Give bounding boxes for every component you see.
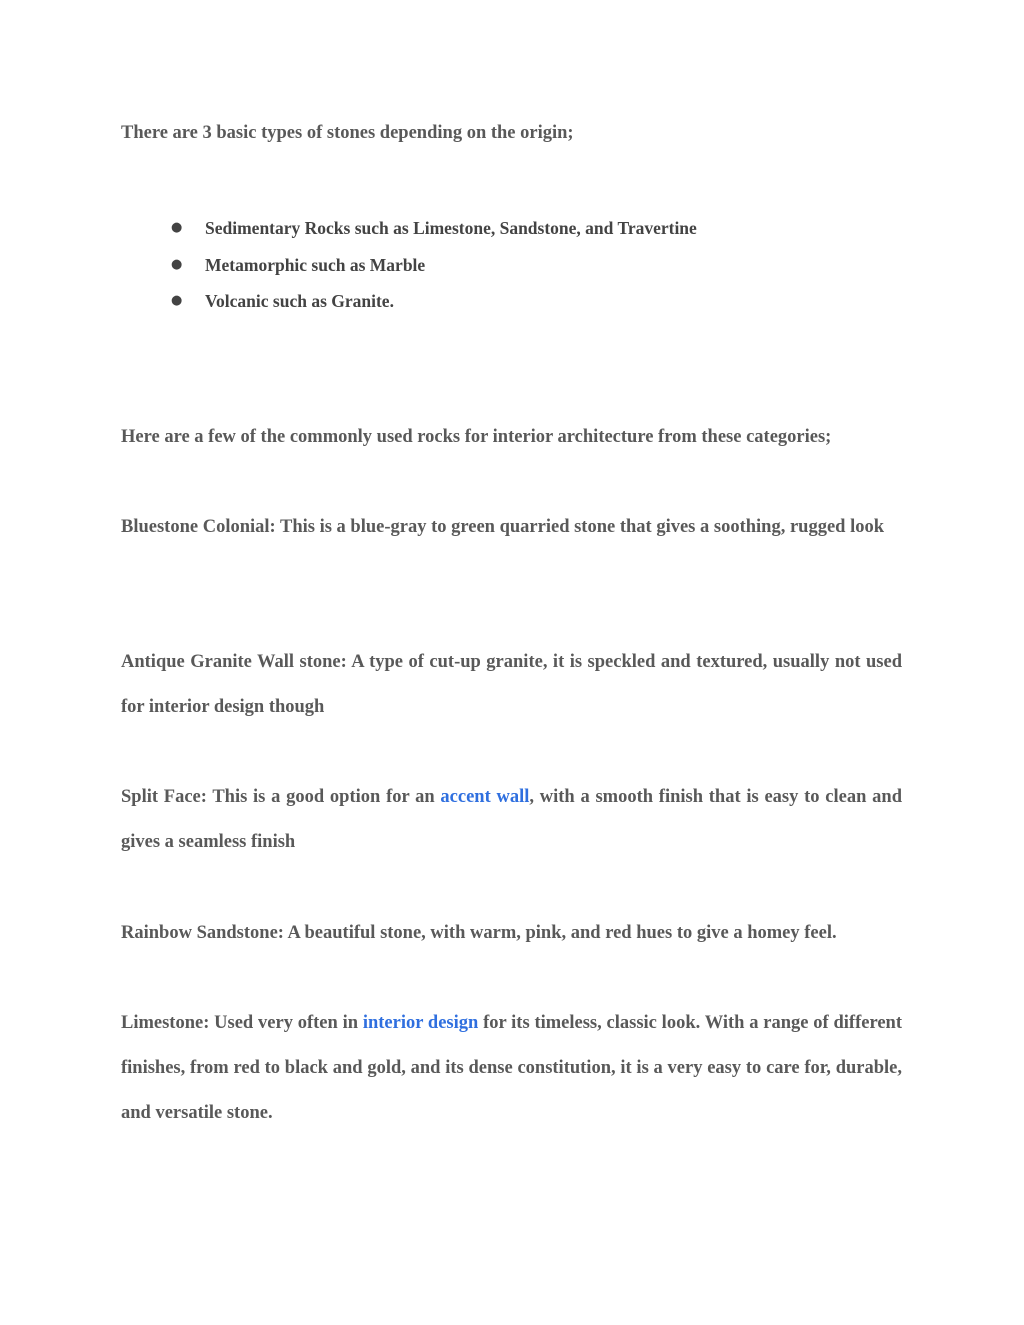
list-item-text: Volcanic such as Granite. bbox=[205, 291, 394, 311]
bullet-icon: ● bbox=[171, 256, 183, 272]
rainbow-sandstone-paragraph: Rainbow Sandstone: A beautiful stone, with warm, pink, and red hues to give a homey feel. bbox=[121, 923, 837, 943]
list-item bbox=[171, 247, 697, 284]
split-face-text-start: Split Face: This is a good option for an bbox=[121, 787, 441, 807]
bullet-icon: ● bbox=[171, 293, 183, 308]
lead-paragraph: Here are a few of the commonly used rocks for interior architecture from these categories; bbox=[121, 427, 832, 447]
limestone-text-end: for its timeless, classic look. With a range of different finishes, from red to black and gold, and its dense constitution, it is a very easy to care for, durable, and versatile stone. bbox=[121, 1013, 902, 1123]
split-face-paragraph bbox=[121, 775, 902, 865]
antique-granite-paragraph: Antique Granite Wall stone: A type of cut-up granite, it is speckled and textured, usually not used for interior design though bbox=[121, 652, 902, 717]
bluestone-paragraph: Bluestone Colonial: This is a blue-gray to green quarried stone that gives a soothing, rugged look bbox=[121, 517, 885, 537]
list-item bbox=[171, 210, 697, 247]
accent-wall-link[interactable]: accent wall bbox=[440, 787, 530, 807]
list-item bbox=[171, 283, 697, 320]
limestone-paragraph bbox=[121, 1001, 902, 1136]
stone-types-list bbox=[171, 210, 697, 320]
list-item-text: Metamorphic such as Marble bbox=[205, 254, 426, 275]
bullet-icon: ● bbox=[171, 220, 183, 235]
interior-design-link[interactable]: interior design bbox=[362, 1013, 479, 1033]
list-item-text: Sedimentary Rocks such as Limestone, Sandstone, and Travertine bbox=[205, 218, 697, 238]
limestone-text-start: Limestone: Used very often in bbox=[121, 1013, 363, 1033]
split-face-text-end: , with a smooth finish that is easy to clean and gives a seamless finish bbox=[121, 787, 902, 852]
intro-paragraph: There are 3 basic types of stones depending on the origin; bbox=[121, 123, 574, 143]
